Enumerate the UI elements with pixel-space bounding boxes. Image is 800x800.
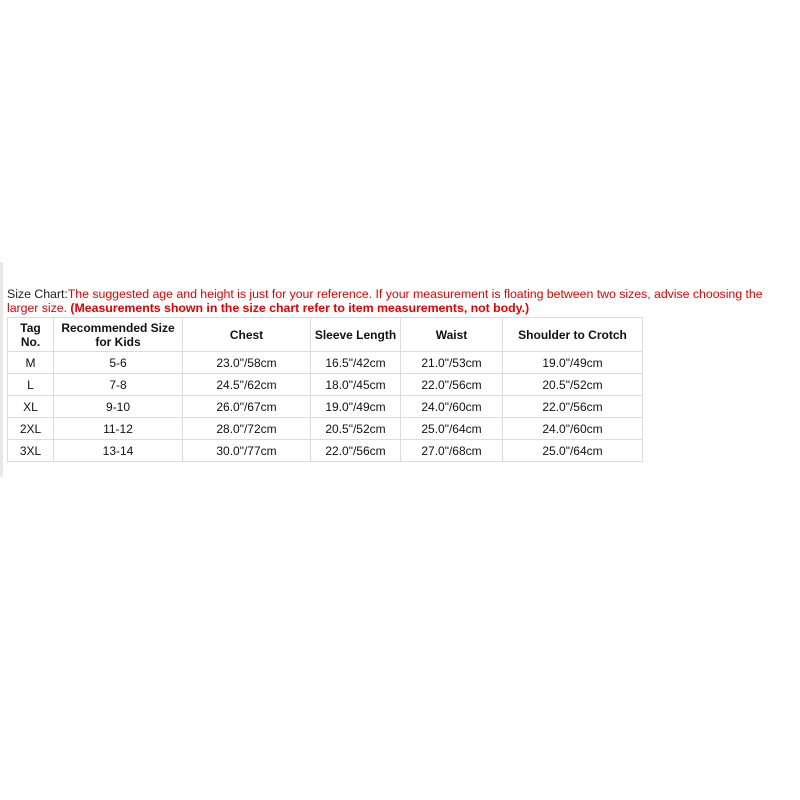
table-row [8, 440, 643, 462]
cell-waist: 24.0"/60cm [401, 396, 503, 418]
size-chart-note [7, 287, 797, 315]
table-row [8, 352, 643, 374]
note-message: The suggested age and height is just for your reference. If your measurement is floating between two sizes, advise choosing the larger size. [7, 287, 763, 315]
cell-age: 9-10 [54, 396, 183, 418]
left-divider [0, 262, 3, 477]
header-recommended-size: Recommended Size for Kids [54, 318, 183, 352]
header-chest: Chest [183, 318, 311, 352]
header-shoulder-to-crotch: Shoulder to Crotch [503, 318, 643, 352]
cell-chest: 30.0"/77cm [183, 440, 311, 462]
cell-shoulder-crotch: 20.5"/52cm [503, 374, 643, 396]
cell-shoulder-crotch: 19.0"/49cm [503, 352, 643, 374]
header-waist: Waist [401, 318, 503, 352]
cell-shoulder-crotch: 25.0"/64cm [503, 440, 643, 462]
cell-chest: 26.0"/67cm [183, 396, 311, 418]
table-header [8, 318, 643, 352]
cell-chest: 28.0"/72cm [183, 418, 311, 440]
cell-tag: M [8, 352, 54, 374]
cell-shoulder-crotch: 22.0"/56cm [503, 396, 643, 418]
cell-chest: 23.0"/58cm [183, 352, 311, 374]
cell-age: 11-12 [54, 418, 183, 440]
cell-waist: 25.0"/64cm [401, 418, 503, 440]
cell-sleeve: 22.0"/56cm [311, 440, 401, 462]
cell-sleeve: 18.0"/45cm [311, 374, 401, 396]
cell-age: 13-14 [54, 440, 183, 462]
cell-tag: 3XL [8, 440, 54, 462]
header-sleeve-length: Sleeve Length [311, 318, 401, 352]
table-row [8, 374, 643, 396]
table-row [8, 396, 643, 418]
table-row [8, 418, 643, 440]
table-body [8, 352, 643, 462]
cell-tag: L [8, 374, 54, 396]
table-header-row [8, 318, 643, 352]
size-chart-table [7, 317, 643, 462]
cell-tag: XL [8, 396, 54, 418]
cell-age: 7-8 [54, 374, 183, 396]
cell-waist: 22.0"/56cm [401, 374, 503, 396]
header-tag-no: Tag No. [8, 318, 54, 352]
note-prefix: Size Chart: [7, 287, 68, 301]
cell-sleeve: 19.0"/49cm [311, 396, 401, 418]
cell-waist: 27.0"/68cm [401, 440, 503, 462]
cell-tag: 2XL [8, 418, 54, 440]
note-emphasis: (Measurements shown in the size chart refer to item measurements, not body.) [70, 301, 530, 315]
cell-chest: 24.5"/62cm [183, 374, 311, 396]
cell-sleeve: 16.5"/42cm [311, 352, 401, 374]
cell-age: 5-6 [54, 352, 183, 374]
cell-waist: 21.0"/53cm [401, 352, 503, 374]
cell-sleeve: 20.5"/52cm [311, 418, 401, 440]
cell-shoulder-crotch: 24.0"/60cm [503, 418, 643, 440]
